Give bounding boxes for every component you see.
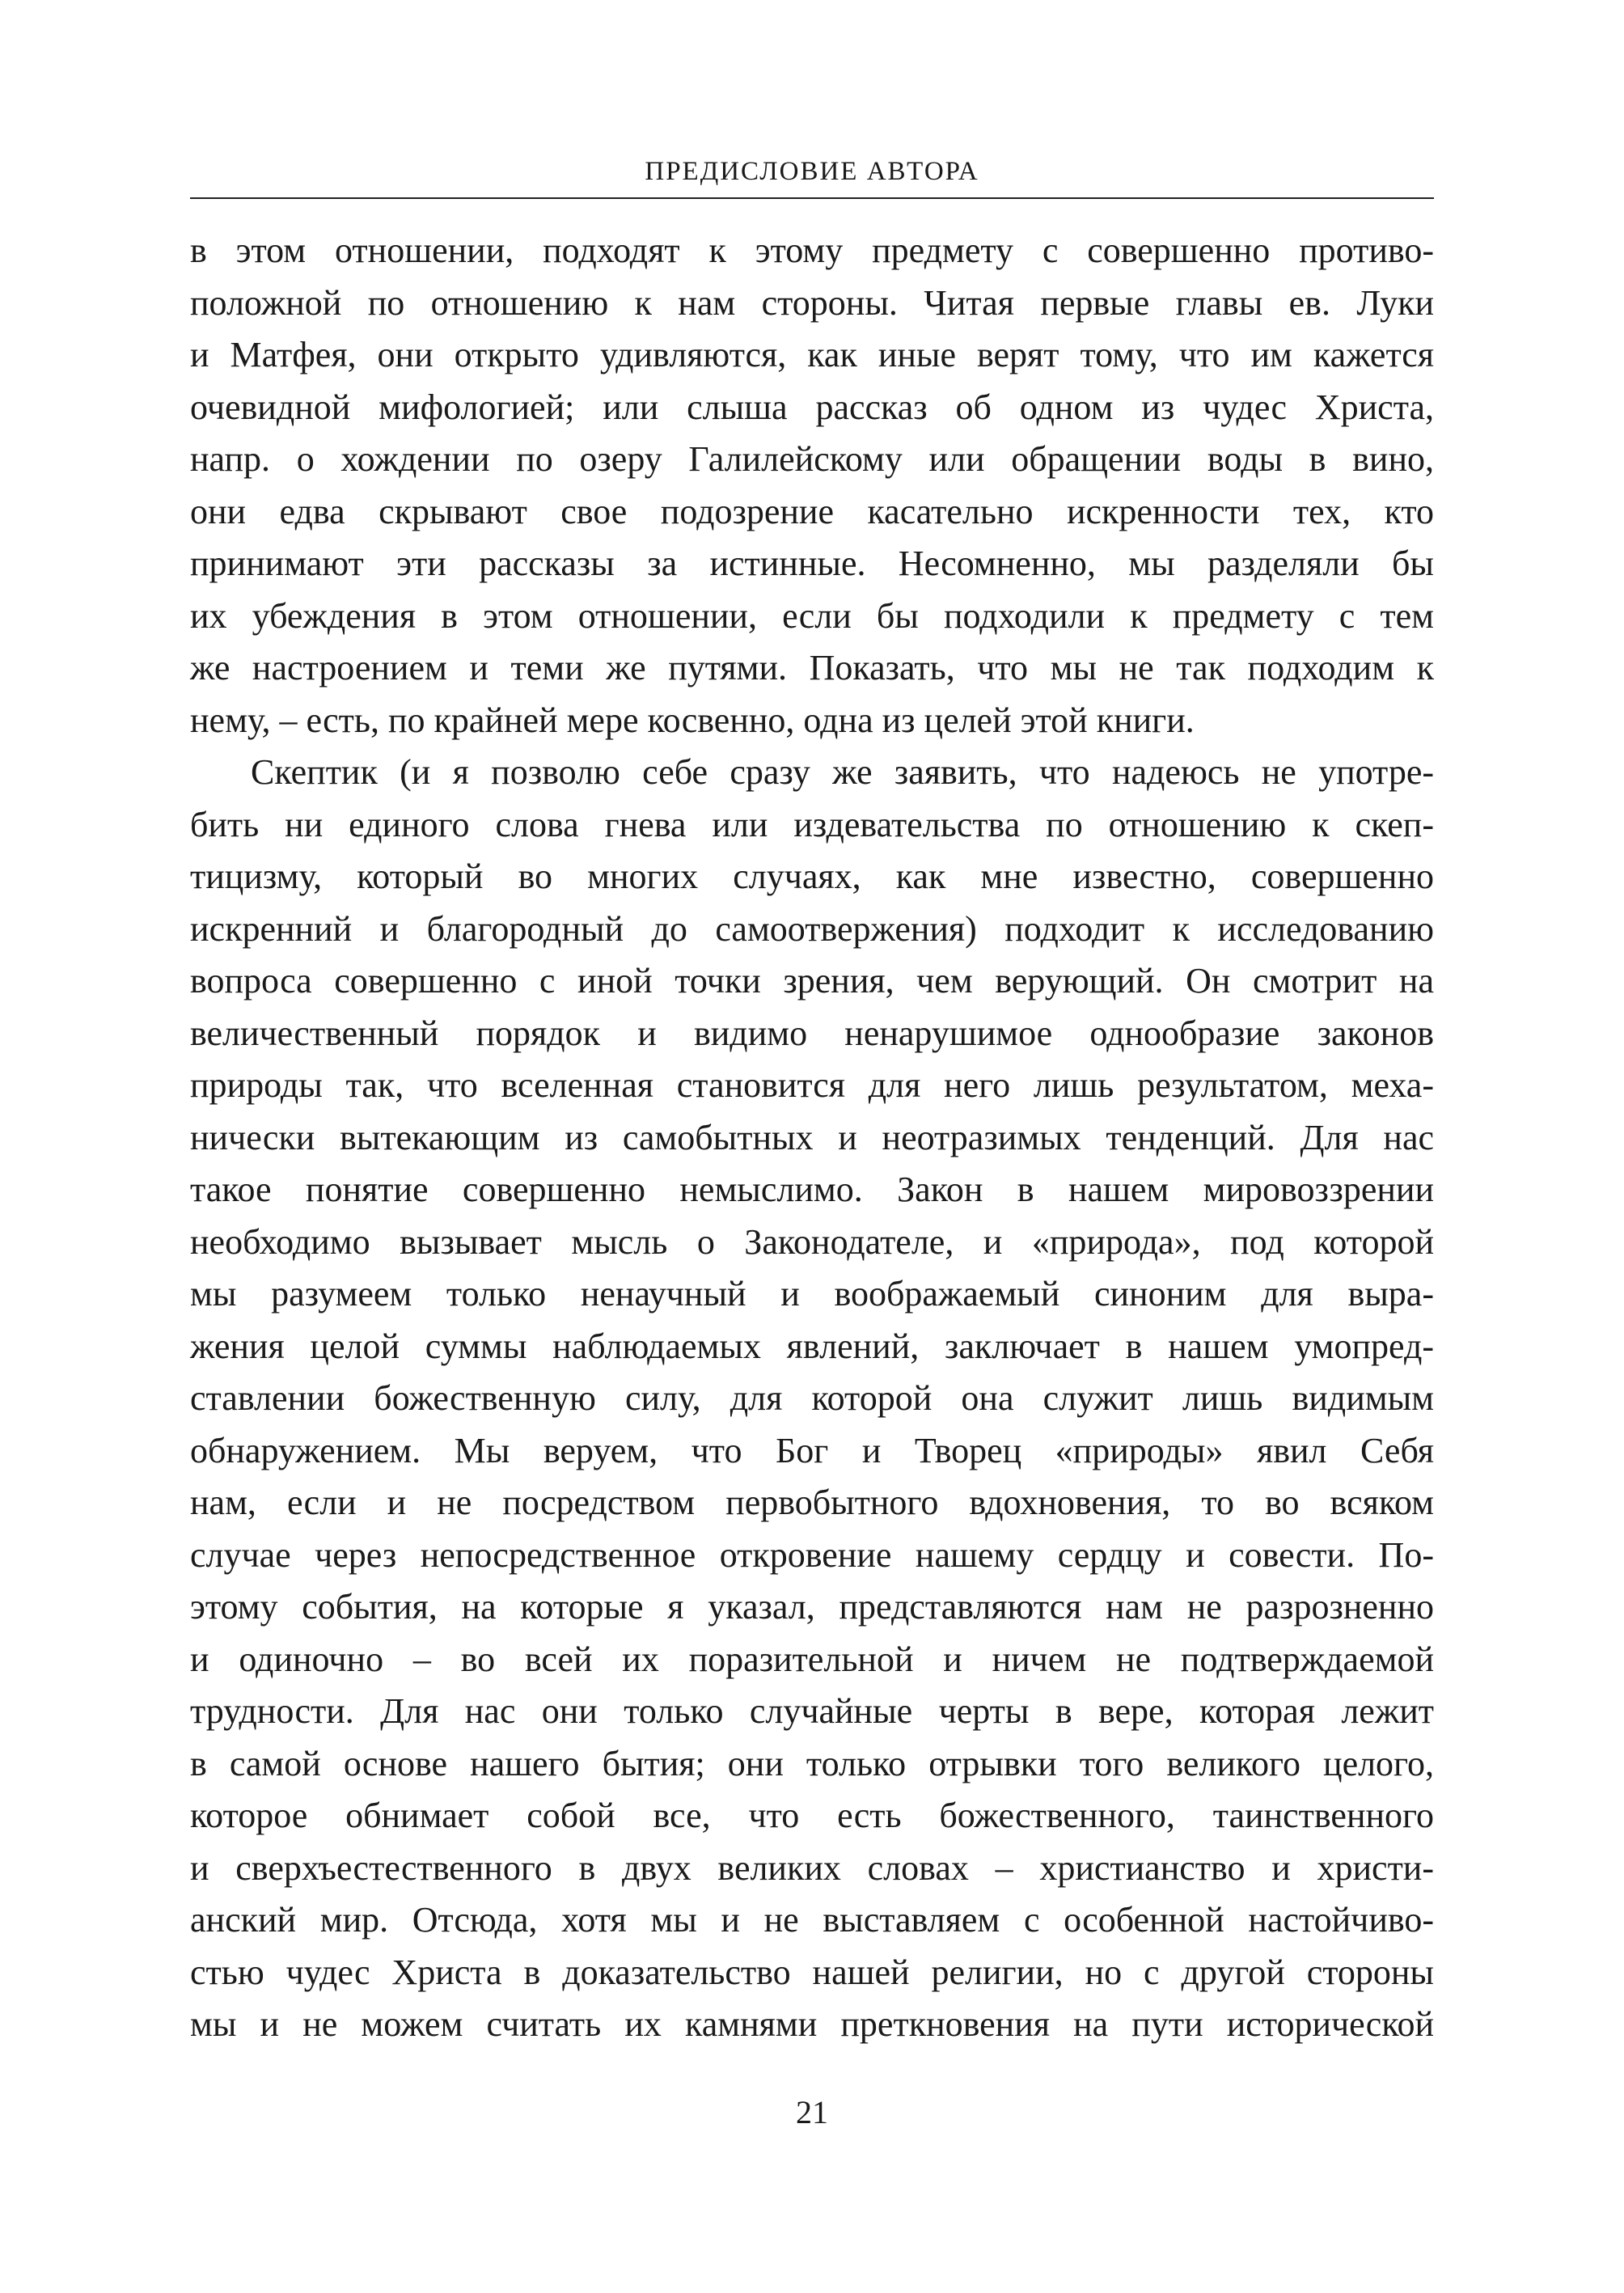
text-line: тицизму, который во многих случаях, как мне известно, совершенно <box>190 857 1434 896</box>
text-line: нему, – есть, по крайней мере косвенно, одна из целей этой книги. <box>190 700 1195 740</box>
text-line: стью чудес Христа в доказательство нашей религии, но с другой стороны <box>190 1952 1434 1992</box>
text-line: бить ни единого слова гнева или издевательства по отношению к скеп- <box>190 804 1434 844</box>
text-line: они едва скрывают свое подозрение касательно искренности тех, кто <box>190 491 1434 531</box>
text-line: же настроением и теми же путями. Показать, что мы не так подходим к <box>190 648 1434 687</box>
text-line: нически вытекающим из самобытных и неотразимых тенденций. Для нас <box>190 1117 1434 1157</box>
text-line: вопроса совершенно с иной точки зрения, чем верующий. Он смотрит на <box>190 961 1434 1001</box>
text-line: анский мир. Отсюда, хотя мы и не выставляем с особенной настойчиво- <box>190 1900 1434 1940</box>
text-line: случае через непосредственное откровение нашему сердцу и совести. По- <box>190 1534 1434 1575</box>
text-line: обнаружением. Мы веруем, что Бог и Творец «природы» явил Себя <box>190 1430 1434 1470</box>
text-line: в этом отношении, подходят к этому предмету с совершенно противо- <box>190 231 1434 270</box>
text-line: мы и не можем считать их камнями преткновения на пути исторической <box>190 2004 1434 2044</box>
text-line: напр. о хождении по озеру Галилейскому или обращении воды в вино, <box>190 439 1434 479</box>
text-line: которое обнимает собой все, что есть божественного, таинственного <box>190 1796 1434 1835</box>
text-line: положной по отношению к нам стороны. Читая первые главы ев. Луки <box>190 282 1434 323</box>
text-line: и сверхъестественного в двух великих словах – христианство и христи- <box>190 1847 1434 1888</box>
text-line: и одиночно – во всей их поразительной и ничем не подтверждаемой <box>190 1639 1434 1679</box>
text-line: такое понятие совершенно немыслимо. Закон в нашем мировоззрении <box>190 1170 1434 1209</box>
text-line: мы разумеем только ненаучный и воображаемый синоним для выра- <box>190 1274 1434 1314</box>
running-head: ПРЕДИСЛОВИЕ АВТОРА <box>645 157 979 186</box>
text-line: Скептик (и я позволю себе сразу же заявить, что надеюсь не употре- <box>251 752 1434 792</box>
paragraph-1 <box>190 225 1434 747</box>
text-line: очевидной мифологией; или слыша рассказ об одном из чудес Христа, <box>190 387 1434 427</box>
text-line: природы так, что вселенная становится для него лишь результатом, меха- <box>190 1065 1434 1105</box>
text-line: этому события, на которые я указал, представляются нам не разрозненно <box>190 1587 1434 1627</box>
text-line: их убеждения в этом отношении, если бы подходили к предмету с тем <box>190 595 1434 636</box>
paragraph-2 <box>190 747 1434 2051</box>
text-line: нам, если и не посредством первобытного вдохновения, то во всяком <box>190 1483 1434 1522</box>
text-line: принимают эти рассказы за истинные. Несомненно, мы разделяли бы <box>190 544 1434 583</box>
body-text <box>190 225 1434 2051</box>
text-line: жения целой суммы наблюдаемых явлений, заключает в нашем умопред- <box>190 1326 1434 1366</box>
text-line: в самой основе нашего бытия; они только отрывки того великого целого, <box>190 1743 1434 1783</box>
page-number: 21 <box>796 2094 828 2130</box>
header-rule <box>190 197 1434 199</box>
text-line: необходимо вызывает мысль о Законодателе, и «природа», под которой <box>190 1221 1434 1262</box>
text-line: искренний и благородный до самоотвержения) подходит к исследованию <box>190 908 1434 949</box>
text-line: и Матфея, они открыто удивляются, как иные верят тому, что им кажется <box>190 335 1434 374</box>
text-line: трудности. Для нас они только случайные черты в вере, которая лежит <box>190 1691 1434 1731</box>
text-line: величественный порядок и видимо ненарушимое однообразие законов <box>190 1013 1434 1053</box>
text-line: ставлении божественную силу, для которой она служит лишь видимым <box>190 1378 1434 1418</box>
